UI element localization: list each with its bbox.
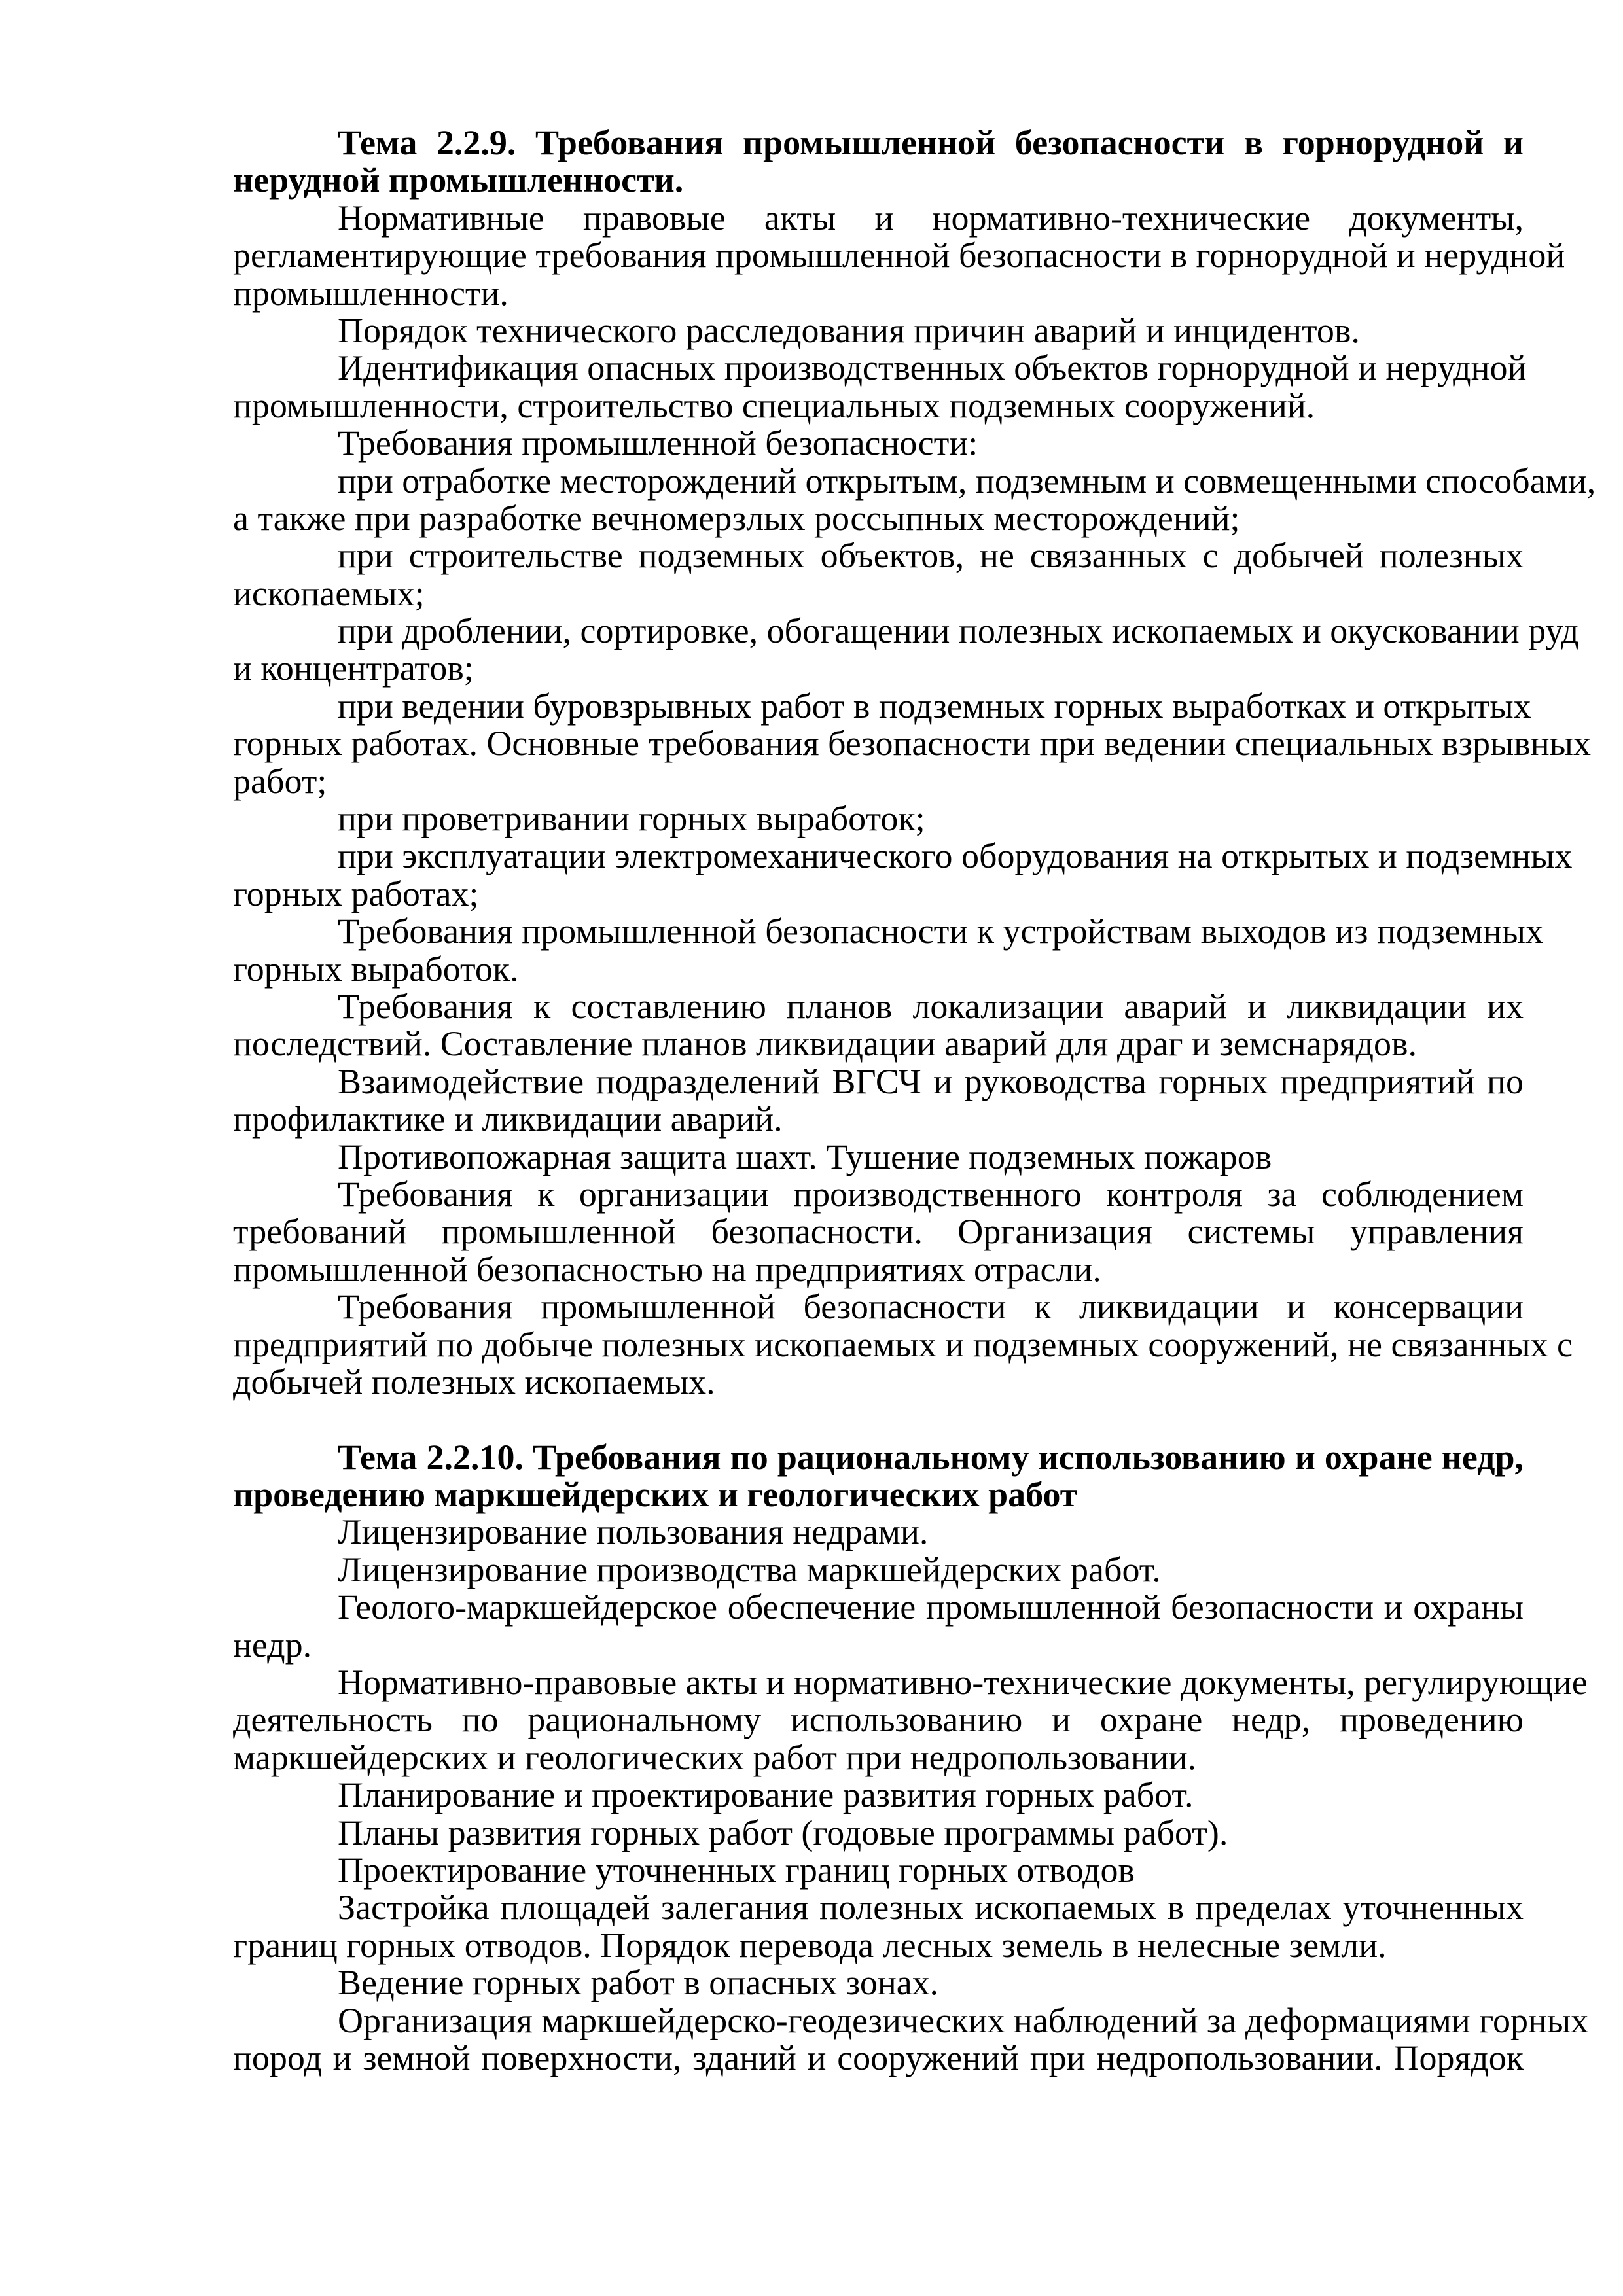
text-line: Противопожарная защита шахт. Тушение подземных пожаров bbox=[338, 1137, 1272, 1176]
text-line: деятельность по рациональному использованию и охране недр, проведению bbox=[233, 1700, 1524, 1740]
paragraph bbox=[233, 800, 1524, 838]
paragraph bbox=[233, 611, 1579, 688]
text-line: Нормативные правовые акты и нормативно-технические документы, bbox=[338, 198, 1524, 238]
text-line: Застройка площадей залегания полезных ископаемых в пределах уточненных bbox=[338, 1888, 1524, 1928]
text-line: недр. bbox=[233, 1625, 312, 1665]
paragraph bbox=[233, 911, 1544, 989]
paragraph bbox=[233, 312, 1524, 349]
text-line: Требования к организации производственного контроля за соблюдением bbox=[338, 1174, 1524, 1214]
text-line: Взаимодействие подразделений ВГСЧ и руководства горных предприятий по bbox=[338, 1061, 1524, 1101]
text-line: требований промышленной безопасности. Организация системы управления bbox=[233, 1212, 1524, 1252]
text-line: при ведении буровзрывных работ в подземных горных выработках и открытых bbox=[338, 686, 1531, 726]
paragraph bbox=[233, 1589, 1524, 1664]
text-line: профилактике и ликвидации аварий. bbox=[233, 1099, 783, 1139]
text-line: Ведение горных работ в опасных зонах. bbox=[338, 1963, 939, 2003]
paragraph bbox=[233, 1287, 1573, 1402]
text-line: при строительстве подземных объектов, не связанных с добычей полезных bbox=[338, 536, 1524, 576]
paragraph bbox=[233, 1776, 1524, 1814]
text-line: регламентирующие требования промышленной безопасности в горнорудной и нерудной bbox=[233, 236, 1565, 275]
text-line: промышленной безопасностью на предприятиях отрасли. bbox=[233, 1249, 1101, 1289]
text-line: Требования промышленной безопасности: bbox=[338, 423, 978, 463]
text-line: при отработке месторождений открытым, подземным и совмещенными способами, bbox=[338, 461, 1596, 501]
text-line: границ горных отводов. Порядок перевода лесных земель в нелесные земли. bbox=[233, 1925, 1387, 1965]
paragraph bbox=[233, 348, 1527, 425]
text-line: при эксплуатации электромеханического оборудования на открытых и подземных bbox=[338, 836, 1573, 876]
text-line: Организация маркшейдерско-геодезических наблюдений за деформациями горных bbox=[338, 2000, 1589, 2040]
text-line: последствий. Составление планов ликвидации аварий для драг и земснарядов. bbox=[233, 1024, 1417, 1064]
text-line: Идентификация опасных производственных объектов горнорудной и нерудной bbox=[338, 348, 1527, 388]
text-line: Требования промышленной безопасности к ликвидации и консервации bbox=[338, 1287, 1524, 1327]
paragraph bbox=[233, 425, 1524, 462]
text-line: добычей полезных ископаемых. bbox=[233, 1362, 715, 1402]
paragraph bbox=[233, 1663, 1588, 1777]
text-line: а также при разработке вечномерзлых россыпных месторождений; bbox=[233, 498, 1240, 538]
paragraph bbox=[233, 836, 1573, 913]
section-heading bbox=[233, 124, 1524, 200]
text-line: пород и земной поверхности, зданий и сооружений при недропользовании. Порядок bbox=[233, 2038, 1524, 2077]
text-line: Проектирование уточненных границ горных отводов bbox=[338, 1850, 1135, 1890]
text-line: Лицензирование производства маркшейдерских работ. bbox=[338, 1549, 1161, 1589]
paragraph bbox=[233, 1551, 1524, 1589]
paragraph bbox=[233, 1513, 1524, 1551]
text-line: Порядок технического расследования причин аварий и инцидентов. bbox=[338, 310, 1360, 350]
text-line: Планирование и проектирование развития горных работ. bbox=[338, 1775, 1194, 1815]
text-line: горных выработок. bbox=[233, 949, 519, 989]
text-line: промышленности. bbox=[233, 273, 508, 313]
text-line: горных работах; bbox=[233, 874, 479, 913]
paragraph bbox=[233, 1889, 1524, 1964]
text-line: проведению маркшейдерских и геологических работ bbox=[233, 1475, 1078, 1515]
text-line: Планы развития горных работ (годовые программы работ). bbox=[338, 1812, 1228, 1852]
text-line: Требования к составлению планов локализации аварий и ликвидации их bbox=[338, 986, 1524, 1026]
section-heading bbox=[233, 1439, 1524, 1514]
text-line: Тема 2.2.10. Требования по рациональному использованию и охране недр, bbox=[338, 1437, 1524, 1477]
text-line: горных работах. Основные требования безопасности при ведении специальных взрывных bbox=[233, 724, 1591, 764]
text-line: Тема 2.2.9. Требования промышленной безопасности в горнорудной и bbox=[338, 123, 1524, 162]
paragraph bbox=[233, 988, 1524, 1063]
paragraph bbox=[233, 537, 1524, 612]
paragraph bbox=[233, 1814, 1524, 1852]
text-line: при проветривании горных выработок; bbox=[338, 799, 925, 839]
text-line: Требования промышленной безопасности к устройствам выходов из подземных bbox=[338, 911, 1544, 951]
paragraph bbox=[233, 1964, 1524, 2002]
text-line: при дроблении, сортировке, обогащении полезных ископаемых и окусковании руд bbox=[338, 611, 1579, 651]
paragraph bbox=[233, 1139, 1524, 1176]
paragraph bbox=[233, 1063, 1524, 1139]
paragraph bbox=[233, 2000, 1589, 2077]
paragraph bbox=[233, 686, 1591, 801]
paragraph bbox=[233, 461, 1596, 538]
paragraph bbox=[233, 1176, 1524, 1288]
text-line: Лицензирование пользования недрами. bbox=[338, 1512, 929, 1552]
text-line: Нормативно-правовые акты и нормативно-технические документы, регулирующие bbox=[338, 1663, 1588, 1703]
text-line: нерудной промышленности. bbox=[233, 160, 684, 200]
text-line: промышленности, строительство специальных подземных сооружений. bbox=[233, 385, 1315, 425]
text-line: маркшейдерских и геологических работ при недропользовании. bbox=[233, 1737, 1197, 1777]
text-line: предприятий по добыче полезных ископаемых и подземных сооружений, не связанных с bbox=[233, 1324, 1573, 1364]
paragraph bbox=[233, 198, 1565, 313]
section-spacer bbox=[233, 1401, 1524, 1438]
text-line: работ; bbox=[233, 761, 327, 801]
paragraph bbox=[233, 1852, 1524, 1889]
text-line: ископаемых; bbox=[233, 573, 425, 613]
document-page bbox=[233, 123, 1596, 2077]
text-line: Геолого-маркшейдерское обеспечение промышленной безопасности и охраны bbox=[338, 1587, 1524, 1627]
text-line: и концентратов; bbox=[233, 648, 474, 688]
